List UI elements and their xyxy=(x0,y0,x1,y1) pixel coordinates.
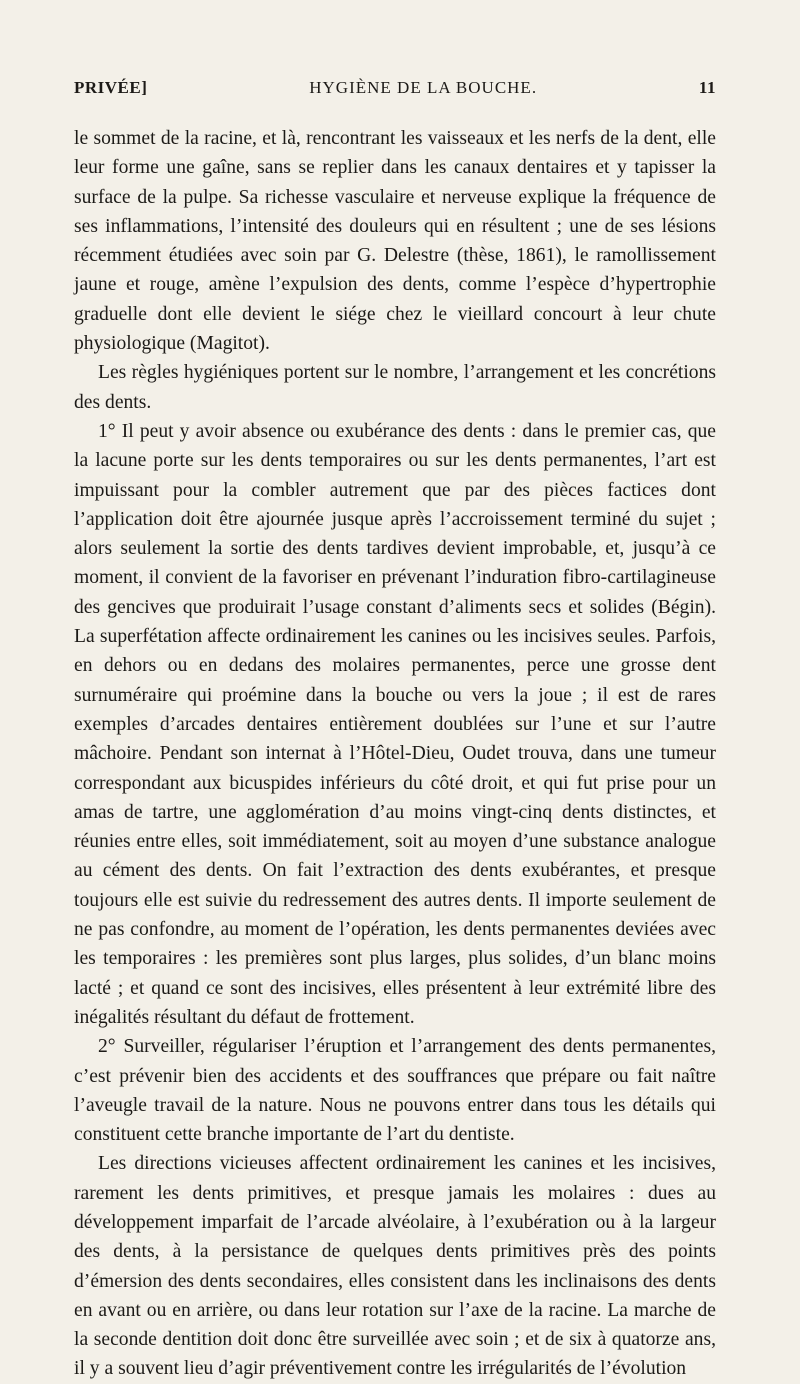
paragraph-rules-intro: Les règles hygiéniques portent sur le nombre, l’arrangement et les concrétions des dents. xyxy=(74,362,716,413)
page-number: 11 xyxy=(698,78,716,97)
running-head xyxy=(74,78,716,110)
running-head-title: HYGIÈNE DE LA BOUCHE. xyxy=(309,78,538,97)
paragraph-point-2: 2° Surveiller, régulariser l’éruption et l’arrangement des dents permanentes, c’est prévenir bien des accidents et des souffrances que prépare ou fait naître l’aveugle travail de la nature. Nous ne pouvons entrer dans tous les détails qui constituent cette branche importante de l’art du dentiste. xyxy=(74,1036,716,1146)
body-text xyxy=(74,124,716,1384)
paragraph-continuation: le sommet de la racine, et là, rencontrant les vaisseaux et les nerfs de la dent, elle leur forme une gaîne, sans se replier dans les canaux dentaires et y tapisser la surface de la pulpe. Sa richesse vasculaire et nerveuse explique la fréquence de ses inflammations, l’intensité des douleurs qui en résultent ; une de ses lésions récemment étudiées avec soin par G. Delestre (thèse, 1861), le ramollissement jaune et rouge, amène l’expulsion des dents, comme l’espèce d’hypertrophie graduelle dont elle devient le siége chez le vieillard concourt à leur chute physiologique (Magitot). xyxy=(74,128,716,355)
paragraph-directions: Les directions vicieuses affectent ordinairement les canines et les incisives, rarement les dents primitives, et presque jamais les molaires : dues au développement imparfait de l’arcade alvéolaire, à l’exubération ou à la largeur des dents, à la persistance de quelques dents primitives près des points d’émersion des dents secondaires, elles consistent dans les inclinaisons des dents en avant ou en arrière, ou dans leur rotation sur l’axe de la racine. La marche de la seconde dentition doit donc être surveillée avec soin ; et de six à quatorze ans, il y a souvent lieu d’agir préventivement contre les irrégularités de l’évolution xyxy=(74,1153,716,1380)
paragraph-point-1: 1° Il peut y avoir absence ou exubérance des dents : dans le premier cas, que la lacune porte sur les dents temporaires ou sur les dents permanentes, l’art est impuissant pour la combler autrement que par des pièces factices dont l’application doit être ajournée jusque après l’accroissement terminé du sujet ; alors seulement la sortie des dents tardives devient improbable, et, jusqu’à ce moment, il convient de la favoriser en prévenant l’induration fibro-cartilagineuse des gencives que produirait l’usage constant d’aliments secs et solides (Bégin). La superfétation affecte ordinairement les canines ou les incisives seules. Parfois, en dehors ou en dedans des molaires permanentes, perce une grosse dent surnuméraire qui proémine dans la bouche ou vers la joue ; il est de rares exemples d’arcades dentaires entièrement doublées sur l’une et sur l’autre mâchoire. Pendant son internat à l’Hôtel-Dieu, Oudet trouva, dans une tumeur correspondant aux bicuspides inférieurs du côté droit, et qui fut prise pour un amas de tartre, une agglomération d’au moins vingt-cinq dents distinctes, et réunies entre elles, soit immédiatement, soit au moyen d’une substance analogue au cément des dents. On fait l’extraction des dents exubérantes, et presque toujours elle est suivie du redressement des autres dents. Il importe seulement de ne pas confondre, au moment de l’opération, les dents permanentes deviées avec les temporaires : les premières sont plus larges, plus solides, d’un blanc moins lacté ; et quand ce sont des incisives, elles présentent à leur extrémité libre des inégalités résultant du défaut de frottement. xyxy=(74,420,716,1028)
running-head-section: PRIVÉE] xyxy=(74,78,148,97)
